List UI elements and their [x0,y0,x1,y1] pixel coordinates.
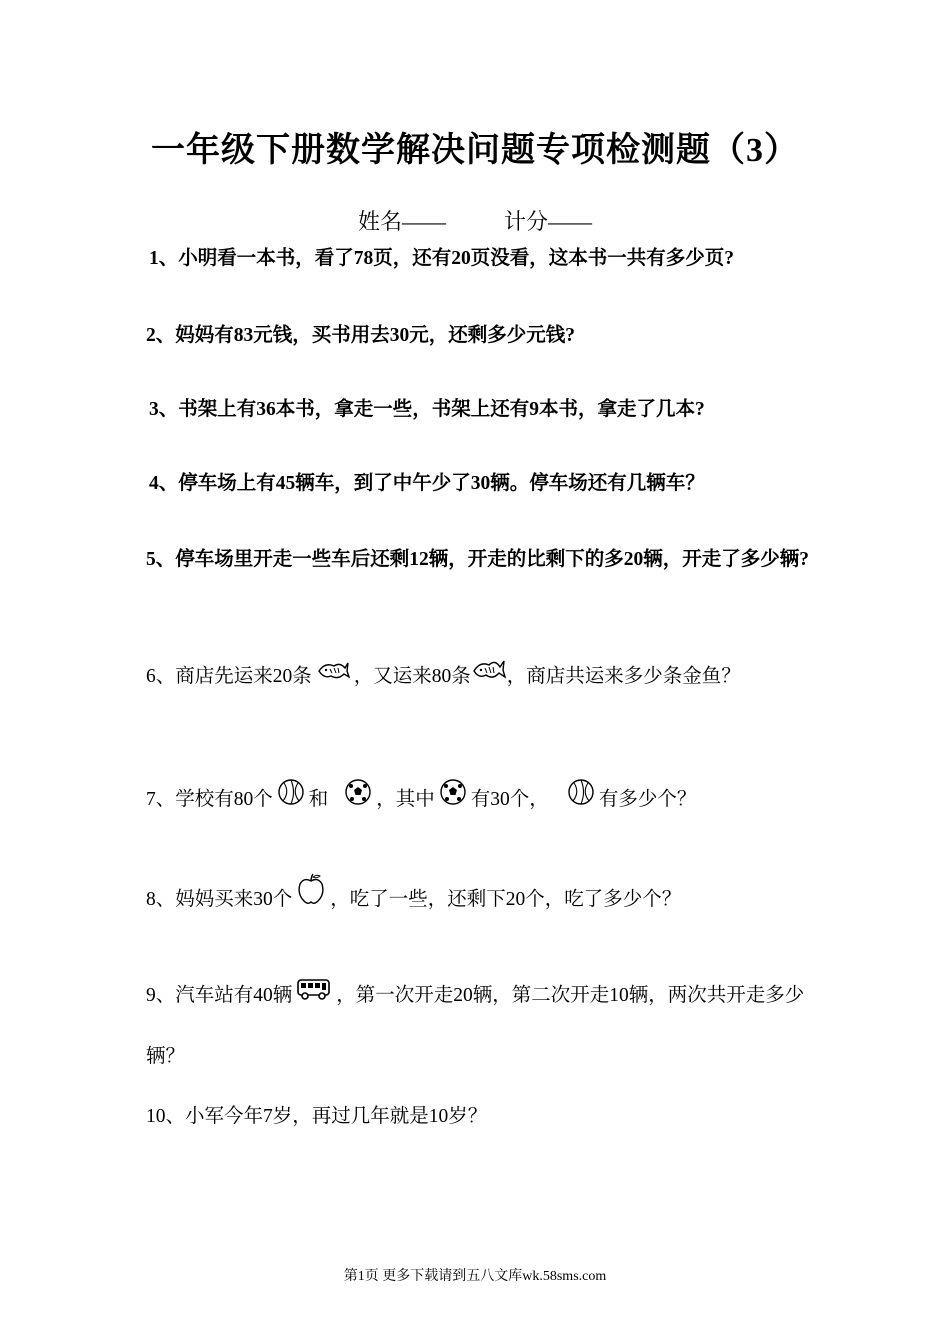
question-9 [146,966,811,1087]
soccer-ball-icon [439,771,467,831]
question-4: 4、停车场上有45辆车，到了中午少了30辆。停车场还有几辆车？ [149,473,705,494]
question-7-part-a: 7、学校有80个 [146,789,273,810]
question-8 [146,870,811,931]
question-6-part-a: 6、商店先运来20条 [146,666,312,687]
question-7-part-b: 和 [308,789,329,810]
bus-icon [296,967,332,1027]
question-6-part-c: ，商店共运来多少条金鱼？ [506,666,741,687]
apple-icon [296,871,326,931]
question-8-part-b: ，吃了一些，还剩下20个，吃了多少个？ [330,889,682,910]
question-8-part-a: 8、妈妈买来30个 [146,889,293,910]
question-7-part-d: 有30个， [470,789,549,810]
question-6 [146,647,811,708]
question-3: 3、书架上有36本书，拿走一些，书架上还有9本书，拿走了几本? [149,399,705,420]
question-5: 5、停车场里开走一些车后还剩12辆，开走的比剩下的多20辆，开走了多少辆? [146,549,810,570]
page-title: 一年级下册数学解决问题专项检测题（3） [151,132,799,169]
name-score-row [0,205,950,239]
soccer-ball-icon [344,771,372,831]
question-1: 1、小明看一本书，看了78页，还有20页没看，这本书一共有多少页? [149,248,735,269]
question-9-part-b: ，第一次开走20辆，第二次开走10辆，两次共开走多少辆？ [146,985,805,1067]
score-label: 计分—— [504,209,593,234]
question-7-part-c: ，其中 [376,789,435,810]
question-6-part-b: ，又运来80条 [353,666,471,687]
question-10: 10、小军今年7岁，再过几年就是10岁？ [146,1106,488,1127]
volleyball-icon [567,771,595,831]
volleyball-icon [277,771,305,831]
page-footer: 第1页 更多下载请到五八文库wk.58sms.com [343,1269,607,1284]
goldfish-icon [316,648,350,708]
name-label: 姓名—— [357,209,446,234]
question-7 [146,770,811,831]
question-9-part-a: 9、汽车站有40辆 [146,985,293,1006]
question-7-part-e: 有多少个？ [598,789,697,810]
goldfish-icon [472,648,506,708]
question-2: 2、妈妈有83元钱，买书用去30元，还剩多少元钱? [146,325,576,346]
